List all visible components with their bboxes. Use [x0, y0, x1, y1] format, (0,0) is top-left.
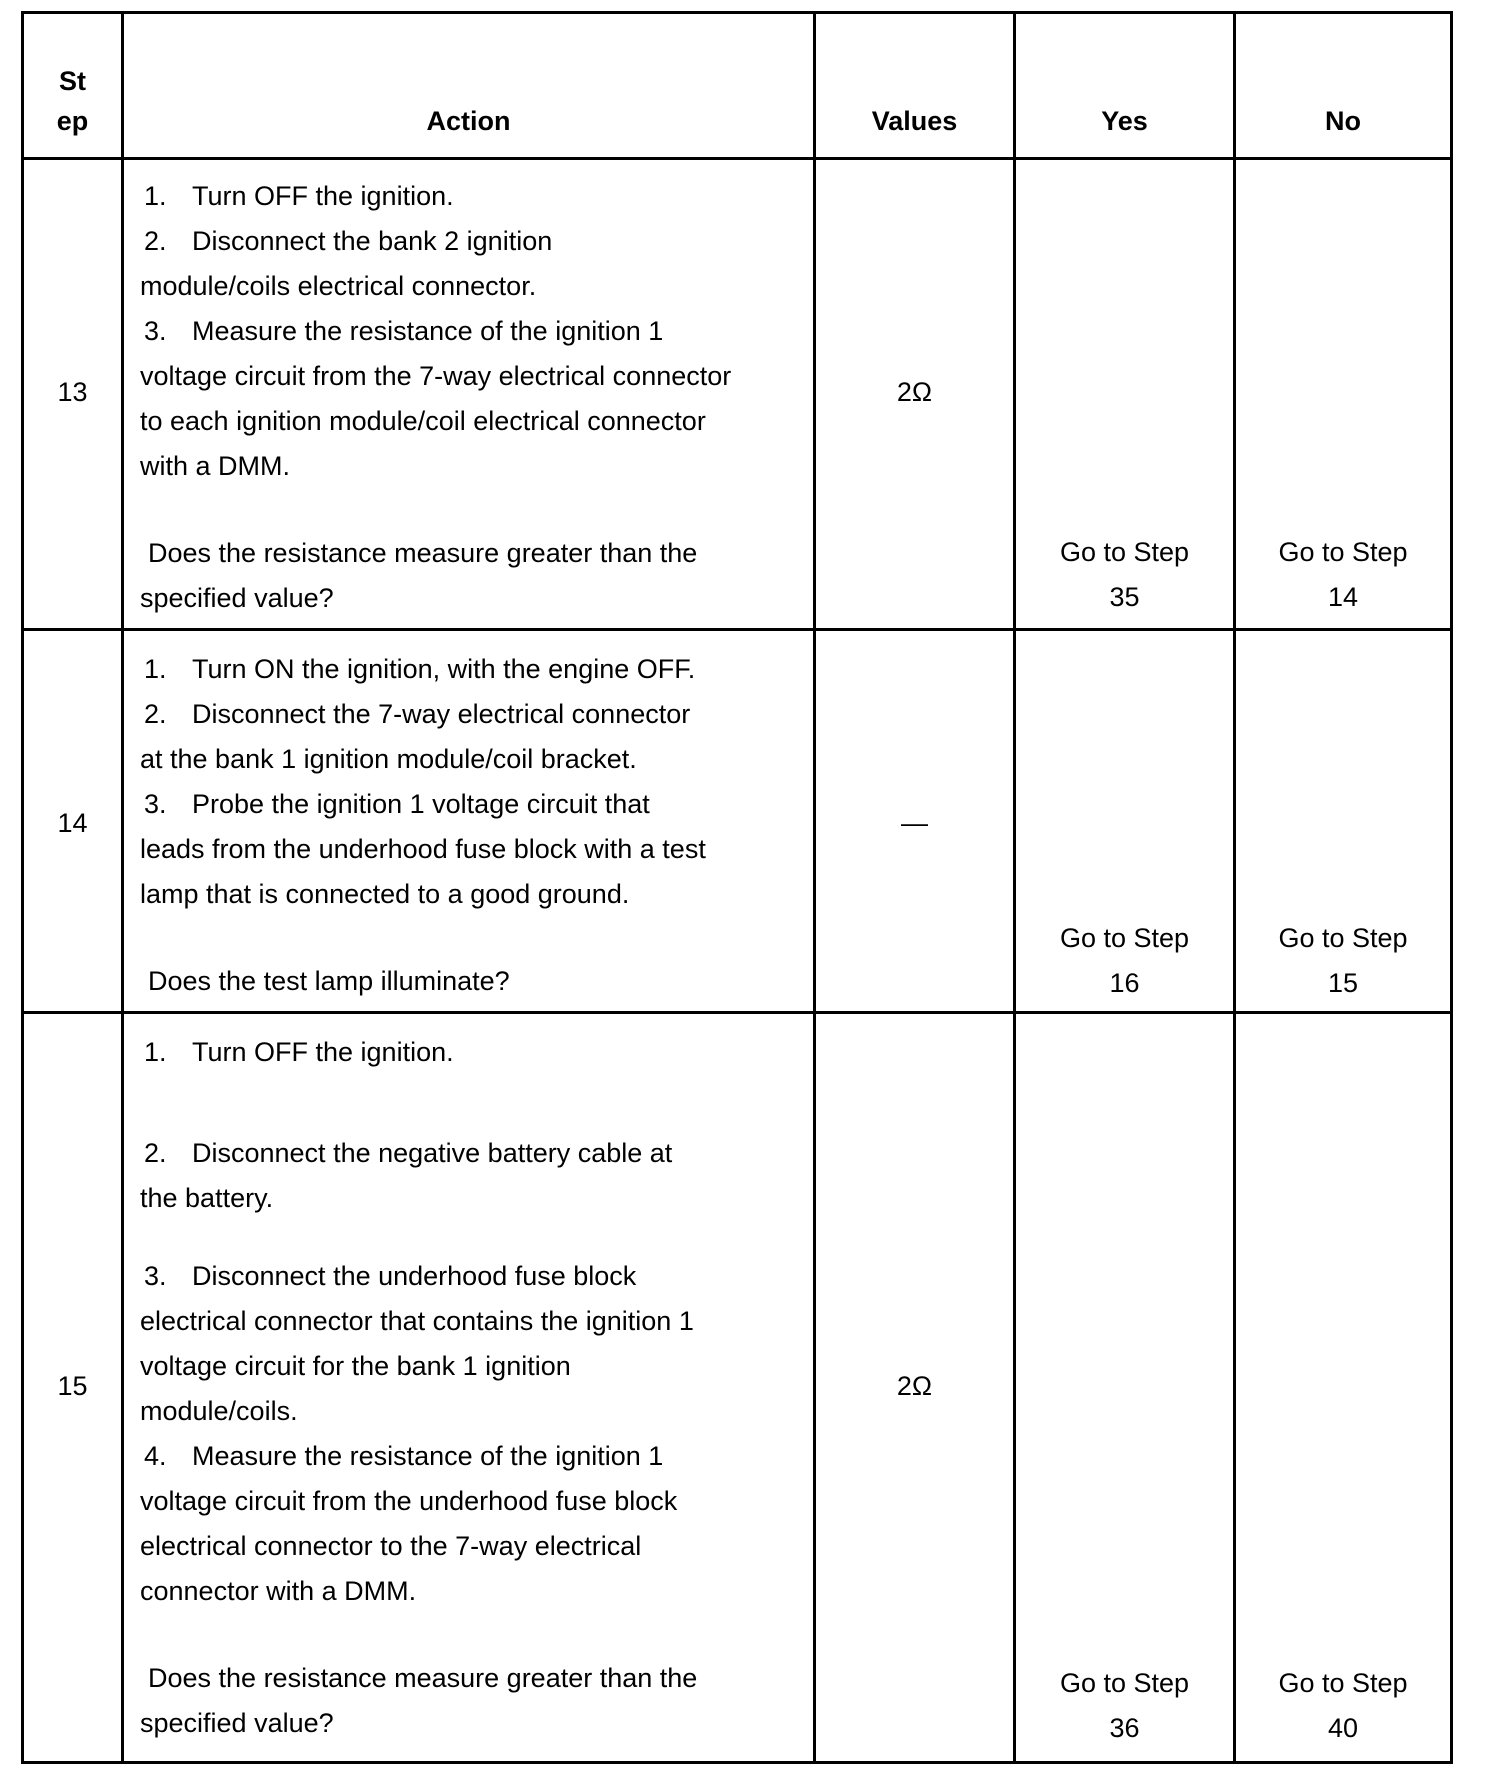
action-step-continuation: module/coils electrical connector.	[140, 271, 537, 301]
diagnostic-table	[21, 11, 1473, 1764]
action-cell	[140, 174, 810, 621]
grid-line	[813, 11, 816, 1764]
action-step-continuation: the battery.	[140, 1183, 274, 1213]
header-step-line2: ep	[56, 106, 89, 136]
header-action: Action	[426, 106, 511, 136]
action-step-continuation: electrical connector to the 7-way electrical	[140, 1531, 642, 1561]
action-question: Does the resistance measure greater than the	[148, 1663, 698, 1693]
action-step-item: 1. Turn OFF the ignition.	[144, 1037, 454, 1067]
grid-line	[121, 11, 124, 1764]
no-goto-step: 40	[1327, 1713, 1359, 1743]
action-step-item: 1. Turn OFF the ignition.	[144, 181, 454, 211]
yes-goto-label: Go to Step	[1059, 537, 1190, 567]
header-step	[24, 61, 121, 141]
grid-line	[21, 157, 1453, 160]
action-step-continuation: module/coils.	[140, 1396, 298, 1426]
no-goto-label: Go to Step	[1278, 1668, 1408, 1698]
yes-cell	[1016, 916, 1233, 1006]
value-cell: 2Ω	[896, 1371, 933, 1401]
step-number: 13	[57, 377, 88, 407]
grid-line	[21, 628, 1453, 631]
value-cell: —	[901, 808, 928, 838]
yes-cell	[1016, 530, 1233, 620]
header-yes: Yes	[1101, 106, 1148, 136]
header-step-line1: St	[59, 66, 86, 96]
yes-goto-step: 35	[1109, 582, 1140, 612]
no-cell	[1236, 1661, 1450, 1751]
action-step-item: 3. Measure the resistance of the ignition 1	[144, 316, 664, 346]
grid-line	[1013, 11, 1016, 1764]
grid-line	[1233, 11, 1236, 1764]
action-step-item: 2. Disconnect the negative battery cable at	[144, 1138, 673, 1168]
action-step-continuation: lamp that is connected to a good ground.	[140, 879, 630, 909]
grid-line	[21, 11, 1453, 14]
action-step-item: 1. Turn ON the ignition, with the engine OFF.	[144, 654, 696, 684]
action-cell	[140, 1030, 810, 1746]
action-step-item: 2. Disconnect the bank 2 ignition	[144, 226, 553, 256]
action-question-continuation: specified value?	[140, 1708, 334, 1738]
action-step-item: 2. Disconnect the 7-way electrical connector	[144, 699, 691, 729]
action-question: Does the test lamp illuminate?	[148, 966, 510, 996]
no-goto-label: Go to Step	[1278, 537, 1408, 567]
action-question-continuation: specified value?	[140, 583, 334, 613]
header-values: Values	[871, 106, 958, 136]
grid-line	[1450, 11, 1453, 1764]
action-question: Does the resistance measure greater than the	[148, 538, 698, 568]
value-cell: 2Ω	[896, 377, 933, 407]
yes-goto-step: 36	[1109, 1713, 1140, 1743]
yes-goto-step: 16	[1109, 968, 1140, 998]
action-step-continuation: connector with a DMM.	[140, 1576, 417, 1606]
no-goto-step: 15	[1327, 968, 1359, 998]
no-cell	[1236, 530, 1450, 620]
action-step-continuation: at the bank 1 ignition module/coil bracket.	[140, 744, 637, 774]
grid-line	[21, 1761, 1453, 1764]
step-number: 15	[57, 1371, 88, 1401]
grid-line	[21, 11, 24, 1764]
action-step-continuation: to each ignition module/coil electrical connector	[140, 406, 706, 436]
yes-cell	[1016, 1661, 1233, 1751]
action-cell	[140, 647, 810, 1004]
action-step-continuation: electrical connector that contains the ignition 1	[140, 1306, 694, 1336]
action-step-item: 3. Disconnect the underhood fuse block	[144, 1261, 637, 1291]
action-step-continuation: voltage circuit from the underhood fuse block	[140, 1486, 678, 1516]
no-goto-step: 14	[1327, 582, 1359, 612]
yes-goto-label: Go to Step	[1059, 1668, 1190, 1698]
yes-goto-label: Go to Step	[1059, 923, 1190, 953]
action-step-continuation: with a DMM.	[140, 451, 291, 481]
step-number: 14	[57, 808, 88, 838]
no-cell	[1236, 916, 1450, 1006]
action-step-continuation: leads from the underhood fuse block with a test	[140, 834, 706, 864]
action-step-continuation: voltage circuit from the 7-way electrical connector	[140, 361, 732, 391]
no-goto-label: Go to Step	[1278, 923, 1408, 953]
grid-line	[21, 1011, 1453, 1014]
action-step-item: 4. Measure the resistance of the ignition 1	[144, 1441, 664, 1471]
header-no: No	[1325, 106, 1361, 136]
action-step-continuation: voltage circuit for the bank 1 ignition	[140, 1351, 571, 1381]
action-step-item: 3. Probe the ignition 1 voltage circuit that	[144, 789, 650, 819]
